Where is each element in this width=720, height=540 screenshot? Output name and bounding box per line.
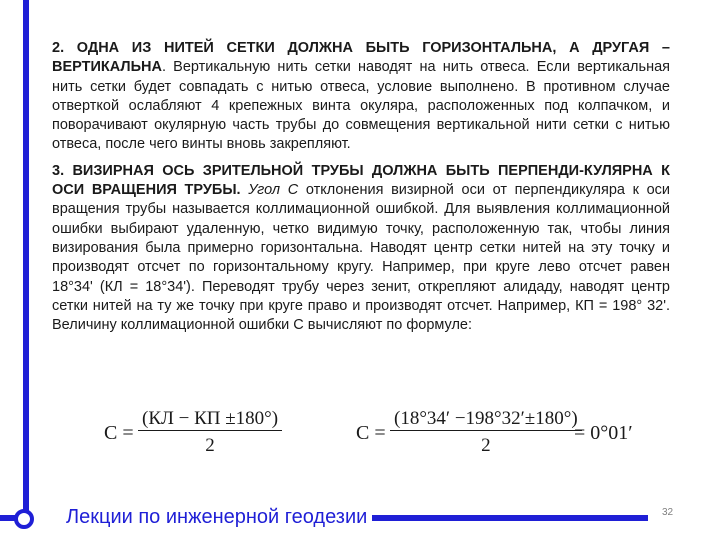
formula-example-denominator: 2 (481, 435, 491, 456)
paragraph-3-text: отклонения визирной оси от перпендикуляра к оси вращения трубы называется коллимационной ошибкой. Для выявления коллимационной ошибки выбирают удаленную, четко видимую точку, расположенную так, чтобы линия визирования была примерно горизонтальна. Наводят центр сетки нитей на эту точку и производят отсчет по горизонтальному кругу. Например, при круге лево отсчет равен 18°34' (КЛ = 18°34'). Переводят трубу через зенит, открепляют алидаду, наводят центр сетки нитей на ту же точку при круге право и производят отсчет. Например, КП = 198° 32'. Величину коллимационной ошибки С вычисляют по формуле: (52, 182, 671, 334)
corner-ring-marker (14, 509, 34, 529)
footer-title: Лекции по инженерной геодезии (66, 506, 368, 528)
paragraph-3-italic-term: Угол С (240, 182, 299, 199)
formula-general-fraction (138, 408, 282, 457)
page-number: 32 (662, 507, 674, 518)
paragraph-2 (52, 39, 670, 155)
formula-general-denominator: 2 (205, 435, 215, 456)
slide-body (52, 39, 670, 342)
paragraph-2-text: . Вертикальную нить сетки наводят на нить отвеса. Если вертикальная нить сетки будет совпадать с нитью отвеса, условие выполнено. В противном случае отверткой ослабляют 4 крепежных винта окуляра, расположенных под колпачком, и поворачивают окулярную часть трубы до совмещения вертикальной нити сетки с нитью отвеса, после чего винты вновь закрепляют. (52, 59, 670, 153)
formula-general-numerator: (КЛ − КП ±180°) (138, 408, 282, 431)
formula-area (104, 408, 644, 468)
formula-example-lhs: C = (356, 422, 386, 444)
footer-rule-right (372, 515, 648, 521)
formula-example-fraction (390, 408, 582, 457)
left-vertical-rule (23, 0, 29, 520)
paragraph-2-heading: 2. ОДНА ИЗ НИТЕЙ СЕТКИ ДОЛЖНА БЫТЬ ГОРИЗОНТАЛЬНА, А ДРУГАЯ – ВЕРТИКАЛЬНА (52, 40, 670, 76)
paragraph-3 (52, 162, 670, 336)
formula-example-result: = 0°01′ (574, 422, 633, 444)
paragraph-3-heading: 3. ВИЗИРНАЯ ОСЬ ЗРИТЕЛЬНОЙ ТРУБЫ ДОЛЖНА БЫТЬ ПЕРПЕНДИ-КУЛЯРНА К ОСИ ВРАЩЕНИЯ ТРУБЫ. (52, 162, 670, 199)
formula-general-lhs: C = (104, 422, 134, 444)
formula-example-numerator: (18°34′ −198°32′±180°) (390, 408, 582, 431)
